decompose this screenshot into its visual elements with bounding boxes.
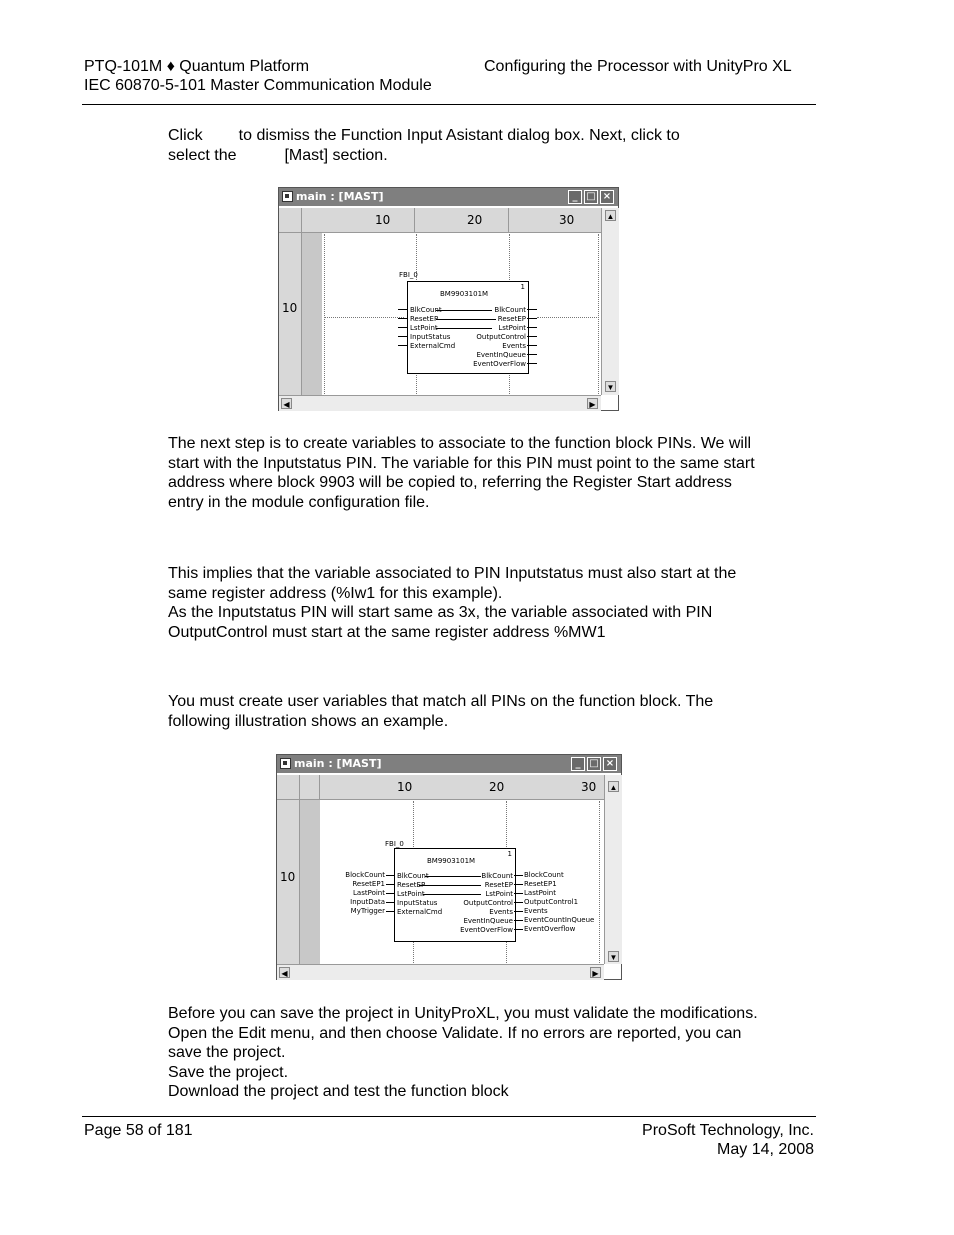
fb-name: BM9903101M	[427, 857, 476, 865]
scroll-down-icon[interactable]: ▼	[609, 953, 618, 962]
row-label: 10	[280, 870, 296, 884]
output-variable: OutputControl1	[524, 898, 579, 906]
header-module: IEC 60870-5-101 Master Communication Module	[84, 77, 432, 94]
window-icon	[282, 191, 293, 202]
paragraph-inputstatus	[168, 564, 763, 642]
figure1-window	[278, 187, 619, 411]
fb-output-pin: OutputControl	[476, 333, 526, 341]
ruler-tick: 10	[375, 213, 391, 227]
window-icon	[280, 758, 291, 769]
figure2-vscroll[interactable]	[604, 775, 622, 964]
paragraph-dismiss	[168, 126, 768, 165]
fb-output-pin: OutputControl	[463, 899, 513, 907]
p5-line2: Save the project.	[168, 1063, 289, 1081]
paragraph-variables	[168, 434, 758, 512]
p1-mast: [Mast] section.	[284, 146, 388, 164]
fb-input-pin: ExternalCmd	[410, 342, 456, 350]
fb-output-pin: BlkCount	[481, 872, 513, 880]
figure1-hscroll[interactable]	[279, 395, 601, 411]
p2-text: The next step is to create variables to associate to the function block PINs. We will start with the Inputstatus PIN. The variable for this PIN must point to the same start address where block 9903 will be copied to, referring the Register Start address entry in the module configuration file.	[168, 435, 755, 511]
fb-output-pin: Events	[489, 908, 513, 916]
header-chapter: Configuring the Processor with UnityPro XL	[484, 58, 792, 75]
scroll-down-icon[interactable]: ▼	[606, 383, 615, 392]
p3-line2: As the Inputstatus PIN will start same as 3x, the variable associated with PIN OutputControl must start at the same register address %MW1	[168, 604, 713, 641]
figure1-vscroll[interactable]	[601, 208, 619, 395]
figure2-window	[276, 754, 622, 980]
input-variable: ResetEP1	[352, 880, 385, 888]
fb-output-pin: ResetEP	[484, 881, 513, 889]
paragraph-validate	[168, 1004, 768, 1102]
figure2-row-ruler	[277, 800, 300, 964]
input-variable: MyTrigger	[350, 907, 385, 915]
figure2-titlebar	[277, 755, 621, 773]
figure2-margin	[300, 800, 320, 964]
scroll-left-icon[interactable]: ◀	[279, 967, 290, 978]
p1-click: Click	[168, 127, 203, 144]
ruler-tick: 20	[467, 213, 483, 227]
ruler-tick: 20	[489, 780, 505, 794]
p1-dismiss: to dismiss the Function Input Asistant dialog box. Next, click to	[238, 127, 680, 144]
fb-input-pin: LstPoint	[410, 324, 438, 332]
minimize-icon[interactable]: _	[571, 757, 585, 771]
close-icon[interactable]: ×	[600, 190, 614, 204]
figure1-margin	[302, 233, 322, 395]
fb-input-pin: LstPoint	[397, 890, 425, 898]
fb-input-pin: ResetEP	[397, 881, 426, 889]
fb-output-pin: BlkCount	[494, 306, 526, 314]
fb-output-pin: LstPoint	[498, 324, 526, 332]
figure1-titlebar	[279, 188, 618, 206]
input-variable: BlockCount	[345, 871, 385, 879]
fb-output-pin: EventInQueue	[476, 351, 526, 359]
fb-input-pin: ExternalCmd	[397, 908, 443, 916]
figure2-hscroll[interactable]	[277, 964, 604, 980]
fb-output-pin: LstPoint	[485, 890, 513, 898]
function-block[interactable]	[394, 848, 516, 942]
fb-name: BM9903101M	[440, 290, 489, 298]
ruler-tick: 30	[559, 213, 575, 227]
scroll-right-icon[interactable]: ▶	[587, 398, 598, 409]
maximize-icon[interactable]: □	[584, 190, 598, 204]
fb-input-pin: InputStatus	[410, 333, 451, 341]
fb-input-pin: BlkCount	[397, 872, 429, 880]
footer-rule	[82, 1116, 816, 1117]
figure2-ruler	[277, 775, 604, 800]
fb-instance: FBI_0	[399, 271, 418, 279]
maximize-icon[interactable]: □	[587, 757, 601, 771]
figure2-title: main : [MAST]	[294, 757, 382, 770]
figure1-ruler	[279, 208, 601, 233]
fb-output-pin: EventInQueue	[463, 917, 513, 925]
close-icon[interactable]: ×	[603, 757, 617, 771]
fb-index: 1	[520, 283, 525, 291]
footer-page: Page 58 of 181	[84, 1122, 193, 1139]
figure1-row-ruler	[279, 233, 302, 395]
fb-output-pin: ResetEP	[497, 315, 526, 323]
p3-line1: This implies that the variable associated to PIN Inputstatus must also start at the same register address (%Iw1 for this example).	[168, 565, 737, 602]
footer-date: May 14, 2008	[717, 1141, 814, 1158]
fb-input-pin: ResetEP	[410, 315, 439, 323]
footer-company: ProSoft Technology, Inc.	[642, 1122, 814, 1139]
p1-select: select the	[168, 146, 237, 164]
minimize-icon[interactable]: _	[568, 190, 582, 204]
input-variable: InputData	[350, 898, 385, 906]
fb-output-pin: EventOverFlow	[460, 926, 513, 934]
scroll-up-icon[interactable]: ▲	[609, 783, 618, 792]
output-variable: EventCountInQueue	[524, 916, 595, 924]
input-variable: LastPoint	[353, 889, 385, 897]
header-rule	[82, 104, 816, 105]
figure1-title: main : [MAST]	[296, 190, 384, 203]
output-variable: Events	[524, 907, 548, 915]
p4-text: You must create user variables that match all PINs on the function block. The following illustration shows an example.	[168, 693, 714, 730]
fb-index: 1	[507, 850, 512, 858]
row-label: 10	[282, 301, 298, 315]
output-variable: BlockCount	[524, 871, 564, 879]
output-variable: ResetEP1	[524, 880, 557, 888]
header-product: PTQ-101M ♦ Quantum Platform	[84, 58, 310, 75]
fb-input-pin: BlkCount	[410, 306, 442, 314]
p5-line3: Download the project and test the function block	[168, 1083, 509, 1100]
ruler-tick: 10	[397, 780, 413, 794]
output-variable: EventOverflow	[524, 925, 576, 933]
scroll-right-icon[interactable]: ▶	[590, 967, 601, 978]
scroll-left-icon[interactable]: ◀	[281, 398, 292, 409]
function-block[interactable]	[407, 281, 529, 374]
output-variable: LastPoint	[524, 889, 556, 897]
scroll-up-icon[interactable]: ▲	[606, 212, 615, 221]
paragraph-user-variables	[168, 692, 768, 731]
fb-input-pin: InputStatus	[397, 899, 438, 907]
fb-instance: FBI_0	[385, 840, 404, 848]
fb-output-pin: Events	[502, 342, 526, 350]
ruler-tick: 30	[581, 780, 597, 794]
fb-output-pin: EventOverFlow	[473, 360, 526, 368]
p5-line1: Before you can save the project in UnityProXL, you must validate the modifications. Open the Edit menu, and then choose Validate. If no errors are reported, you can save the project.	[168, 1005, 758, 1061]
